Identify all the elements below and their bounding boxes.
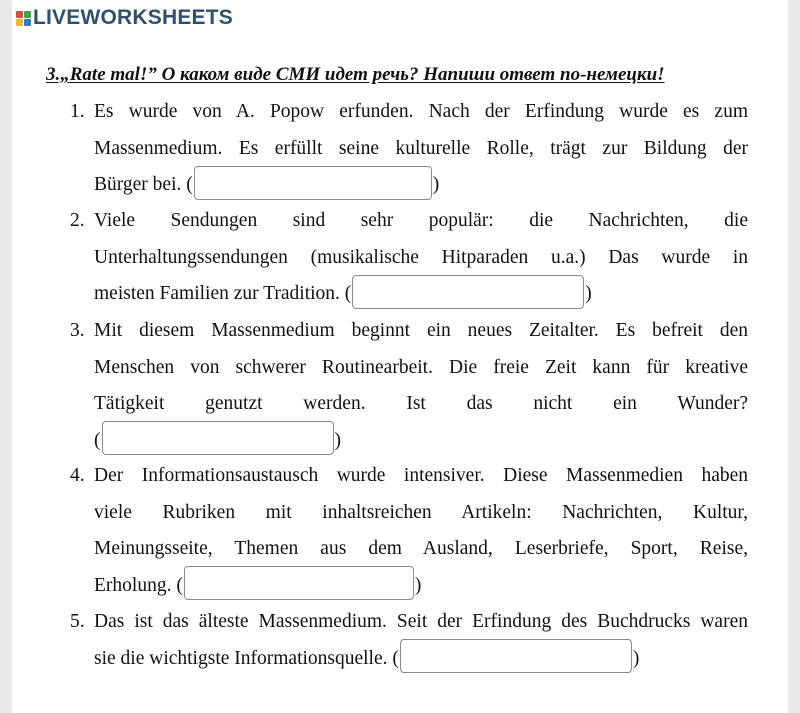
answer-line xyxy=(94,423,748,460)
task-line: Tätigkeit genutzt werden. Ist das nicht ein Wunder? xyxy=(94,393,748,414)
answer-input-5[interactable] xyxy=(400,639,632,673)
task-item-5 xyxy=(70,604,748,677)
closing-paren: ) xyxy=(632,647,640,669)
answer-line xyxy=(94,276,748,313)
task-line: Meinungsseite, Themen aus dem Ausland, Leserbriefe, Sport, Reise, xyxy=(94,538,748,559)
logo-square-green xyxy=(24,11,31,18)
task-text: ( xyxy=(94,429,101,451)
task-line: Menschen von schwerer Routinearbeit. Die freie Zeit kann für kreative xyxy=(94,356,748,378)
task-line: Das ist das älteste Massenmedium. Seit der Erfindung des Buchdrucks waren xyxy=(94,611,748,632)
closing-paren: ) xyxy=(585,283,592,304)
brand-name: LIVEWORKSHEETS xyxy=(33,6,233,29)
task-text: sie die wichtigste Informationsquelle. ( xyxy=(94,647,399,669)
closing-paren: ) xyxy=(414,574,422,596)
worksheet-page xyxy=(12,0,788,713)
task-line: Viele Sendungen sind sehr populär: die Nachrichten, die xyxy=(94,210,748,231)
task-item-1 xyxy=(70,94,748,204)
liveworksheets-logo xyxy=(16,6,233,30)
logo-grid-icon xyxy=(16,11,31,26)
task-number: 4. xyxy=(70,465,85,486)
task-text: Bürger bei. ( xyxy=(94,174,193,195)
answer-input-3[interactable] xyxy=(102,421,334,455)
task-line: Der Informationsaustausch wurde intensiver. Diese Massenmedien haben xyxy=(94,465,748,486)
task-line: Es wurde von A. Popow erfunden. Nach der Erfindung wurde es zum xyxy=(94,101,748,122)
closing-paren: ) xyxy=(432,174,440,195)
logo-square-blue xyxy=(24,19,31,26)
task-text: meisten Familien zur Tradition. ( xyxy=(94,283,352,304)
closing-paren: ) xyxy=(334,429,341,451)
exercise-heading: 3.„Rate mal!” О каком виде СМИ идет речь? Напиши ответ по-немецки! xyxy=(46,64,665,85)
logo-square-red xyxy=(16,11,23,18)
logo-square-yellow xyxy=(16,19,23,26)
task-line: viele Rubriken mit inhaltsreichen Artikeln: Nachrichten, Kultur, xyxy=(94,501,748,523)
task-number: 5. xyxy=(70,611,85,632)
task-line: Unterhaltungssendungen (musikalische Hitparaden u.a.) Das wurde in xyxy=(94,246,748,268)
answer-input-4[interactable] xyxy=(184,566,414,600)
answer-line xyxy=(94,568,748,605)
task-number: 2. xyxy=(70,210,85,231)
task-text: Erholung. ( xyxy=(94,574,183,596)
task-item-2 xyxy=(70,203,748,313)
task-number: 3. xyxy=(70,320,85,341)
answer-input-1[interactable] xyxy=(194,166,432,200)
answer-line xyxy=(94,167,748,204)
task-line: Massenmedium. Es erfüllt seine kulturelle Rolle, trägt zur Bildung der xyxy=(94,137,748,159)
task-number: 1. xyxy=(70,101,85,122)
task-item-3 xyxy=(70,313,748,459)
answer-input-2[interactable] xyxy=(352,275,584,309)
task-item-4 xyxy=(70,458,748,604)
answer-line xyxy=(94,641,748,678)
task-line: Mit diesem Massenmedium beginnt ein neues Zeitalter. Es befreit den xyxy=(94,320,748,341)
